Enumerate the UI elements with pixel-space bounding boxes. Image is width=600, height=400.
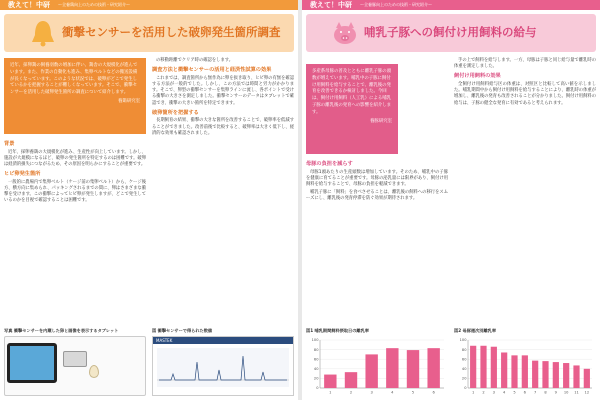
- x-tick-label: 4: [391, 390, 394, 395]
- left-topbar-kicker: 教えて！中研: [8, 1, 50, 9]
- x-tick-label: 5: [411, 390, 415, 395]
- y-tick-label: 40: [313, 367, 319, 371]
- y-tick-label: 0: [464, 386, 467, 391]
- bar: [470, 346, 476, 388]
- x-tick-label: 9: [554, 390, 557, 395]
- bar: [365, 354, 377, 388]
- sensor-egg-image: [89, 365, 99, 378]
- left-column-1: [4, 138, 146, 207]
- right-intro-text: 多産系母豚の普及とともに離乳子豚の頭数が増えています。哺乳中の子豚に飼付け用飼料を給与することで、離乳後の発育を改善できるか検討しました。今回は、飼付け用飼料（人工乳）による哺乳子豚の離乳後の発育への影響を紹介します。: [312, 69, 392, 115]
- bar: [542, 361, 548, 388]
- bar: [553, 362, 559, 388]
- x-tick-label: 3: [370, 390, 373, 395]
- left-topbar-subtitle: ～全養鶏向上のための技術・研究紹介～: [58, 2, 130, 7]
- sensor-device-image: [63, 351, 87, 367]
- sensor-screen-plot: [157, 348, 289, 387]
- x-tick-label: 1: [329, 390, 332, 395]
- bar: [584, 369, 590, 388]
- left-col1-paragraph-2: 一般的に農場内で集卵ベルト（ケージ前の集卵ベルト）から、ケージ後方、横方向に集められ、パッキングされるまでの間に、卵はさまざまな衝撃を受けます。この衝撃によってヒビ卵が発生しますが、どこで発生しているのかを目視で確認することは困難です。: [4, 179, 146, 204]
- bar: [501, 352, 507, 388]
- left-col2-paragraph-2: 長期飼育の結果、衝撃の大きな箇所を改善することで、破卵率を低減することができました。改善前後で比較すると、破卵率は大きく低下し、経済的な効果も確認されました。: [152, 118, 294, 136]
- x-tick-label: 2: [349, 390, 353, 395]
- chart-1-svg: [306, 336, 448, 396]
- y-tick-label: 40: [461, 367, 467, 371]
- y-tick-label: 20: [461, 376, 467, 381]
- tablet-image: [7, 343, 57, 383]
- x-tick-label: 6: [432, 390, 435, 395]
- left-intro-text: 近年、採卵鶏の飼養羽数の増加に伴い、鶏舎の大規模化が進んでいます。また、作業の自動化も進み、集卵ベルトなどの搬送設備が長くなっています。このような状況では、破卵がどこで発生しているかを把握することが難しくなっています。そこで、衝撃センサーを活用した破卵発生箇所の調査について紹介します。: [10, 63, 138, 96]
- bar: [324, 375, 336, 388]
- x-tick-label: 1: [472, 390, 475, 395]
- right-col1-paragraph-2: 哺乳子豚に「飼料」を食べさせることは、離乳後の飼料への移行をスムーズにし、離乳後の発育停滞を防ぐ効果が期待されます。: [306, 190, 448, 202]
- right-fig1-caption: 図1 哺乳期間飼料摂取日の離乳率: [306, 328, 369, 333]
- left-figure-photo: [4, 328, 146, 398]
- left-fig2-caption: 図 衝撃センサーで得られた数値: [152, 328, 213, 333]
- x-tick-label: 12: [584, 390, 590, 395]
- right-fig2-caption: 図2 母豚週次別離乳率: [454, 328, 497, 333]
- left-column-2: [152, 58, 294, 139]
- right-col1-heading-1: 母豚の負担を減らす: [306, 161, 353, 167]
- x-tick-label: 7: [534, 390, 537, 395]
- y-tick-label: 80: [313, 347, 319, 352]
- x-tick-label: 2: [482, 390, 485, 395]
- sensor-screen-title: MASTEK: [153, 337, 293, 344]
- right-title-box: [306, 14, 596, 52]
- right-col2-heading-1: 飼付け用飼料の効果: [454, 73, 501, 80]
- right-col2-paragraph-0: 手の上で飼料を給与します。一方、母豚は子豚と同じ給与量で離乳時の体重を測定しました。: [454, 58, 596, 70]
- x-tick-label: 5: [513, 390, 516, 395]
- bar: [491, 347, 497, 388]
- bar: [522, 355, 528, 388]
- chart-1: [306, 336, 448, 396]
- left-page: [0, 0, 298, 400]
- right-intro-author: 養豚研究室: [370, 118, 392, 124]
- y-tick-label: 60: [461, 357, 467, 362]
- left-col2-heading-2: 破卵箇所を把握する: [152, 109, 199, 116]
- left-col1-heading-1: 背景: [4, 141, 15, 147]
- left-col1-paragraph-1: 近年、採卵養鶏の大規模化が進み、生産性が向上しています。しかし、施設が大規模になるほど、破卵の発生箇所を特定するのは困難です。破卵は経済的損失につながるため、その原因を明らかにすることが重要です。: [4, 149, 146, 167]
- bar: [427, 348, 439, 388]
- right-column-2: [454, 58, 596, 109]
- left-intro-author: 養鶏研究室: [118, 99, 140, 105]
- right-topbar-subtitle: ～全養豚向上のための技術・研究紹介～: [360, 2, 432, 7]
- left-title-box: [4, 14, 294, 52]
- right-col2-paragraph-1: 全飼付け用飼料給与区の体重は、対照区と比較して高い値を示しました。哺乳期間中から飼付け用飼料を給与することにより、離乳時の体重が増加し、離乳後の発育も改善されることが分かりました。飼付け用飼料の給与は、子豚の健全な発育に有効であると考えられます。: [454, 81, 596, 106]
- x-tick-label: 4: [503, 390, 506, 395]
- chart-2-svg: [454, 336, 596, 396]
- pig-icon: [330, 18, 360, 48]
- bar: [573, 365, 579, 388]
- x-tick-label: 6: [523, 390, 526, 395]
- right-col1-paragraph-1: 母豚1頭あたりの生産頭数は増加しています。そのため、哺乳中の子豚を健康に育てることが重要です。母豚の泌乳量には限界があり、飼付け用飼料を給与することで、母豚の負担を軽減できます。: [306, 169, 448, 187]
- bar: [345, 372, 357, 388]
- y-tick-label: 20: [313, 376, 319, 381]
- y-tick-label: 0: [316, 386, 319, 391]
- left-col1-heading-2: ヒビ卵発生箇所: [4, 171, 41, 178]
- left-col2-paragraph-0: の移動距離でクリア時の確認をします。: [156, 58, 233, 63]
- left-fig1-caption: 写真 衝撃センサーを内蔵した卵と画像を表示するタブレット: [4, 328, 119, 333]
- left-col2-paragraph-1: これまでは、調査箇所から無作為に卵を抜き取り、ヒビ卵の有無を確認する方法が一般的でした。しかし、この方法では時間と労力がかかります。そこで、卵型の衝撃センサーを集卵ラインに流し、各ポイントで受ける衝撃の大きさを測定しました。衝撃センサーのデータはタブレットで確認でき、衝撃の大きい箇所を特定できます。: [152, 75, 294, 106]
- right-column-1: [306, 158, 448, 205]
- left-page-title: 衝撃センサーを活用した破卵発生箇所調査: [62, 25, 281, 39]
- bar: [407, 350, 419, 388]
- bell-icon: [28, 18, 58, 48]
- right-topbar: [302, 0, 600, 10]
- left-col2-heading-1: 調査方法と衝撃センサーの活用と経済性試算の効果: [152, 67, 272, 74]
- right-figure-2: [454, 328, 596, 398]
- left-figure-graph: [152, 328, 294, 398]
- photo-frame: [4, 336, 146, 396]
- right-figure-1: [306, 328, 448, 398]
- y-tick-label: 100: [459, 338, 467, 343]
- left-intro-box: [4, 58, 146, 134]
- chart-2: [454, 336, 596, 396]
- y-tick-label: 100: [311, 338, 319, 343]
- right-page: [302, 0, 600, 400]
- right-intro-box: [306, 64, 398, 154]
- x-tick-label: 10: [563, 390, 569, 395]
- bar: [480, 346, 486, 388]
- sensor-screen: [152, 336, 294, 396]
- y-tick-label: 80: [461, 347, 467, 352]
- bar: [511, 355, 517, 388]
- left-topbar: [0, 0, 298, 10]
- x-tick-label: 3: [492, 390, 495, 395]
- bar: [532, 361, 538, 388]
- x-tick-label: 8: [544, 390, 547, 395]
- right-topbar-kicker: 教えて！中研: [310, 1, 352, 9]
- bar: [386, 348, 398, 388]
- right-page-title: 哺乳子豚への飼付け用飼料の給与: [364, 25, 537, 39]
- x-tick-label: 11: [574, 390, 579, 395]
- y-tick-label: 60: [313, 357, 319, 362]
- sensor-waveform: [157, 348, 289, 388]
- bar: [563, 363, 569, 388]
